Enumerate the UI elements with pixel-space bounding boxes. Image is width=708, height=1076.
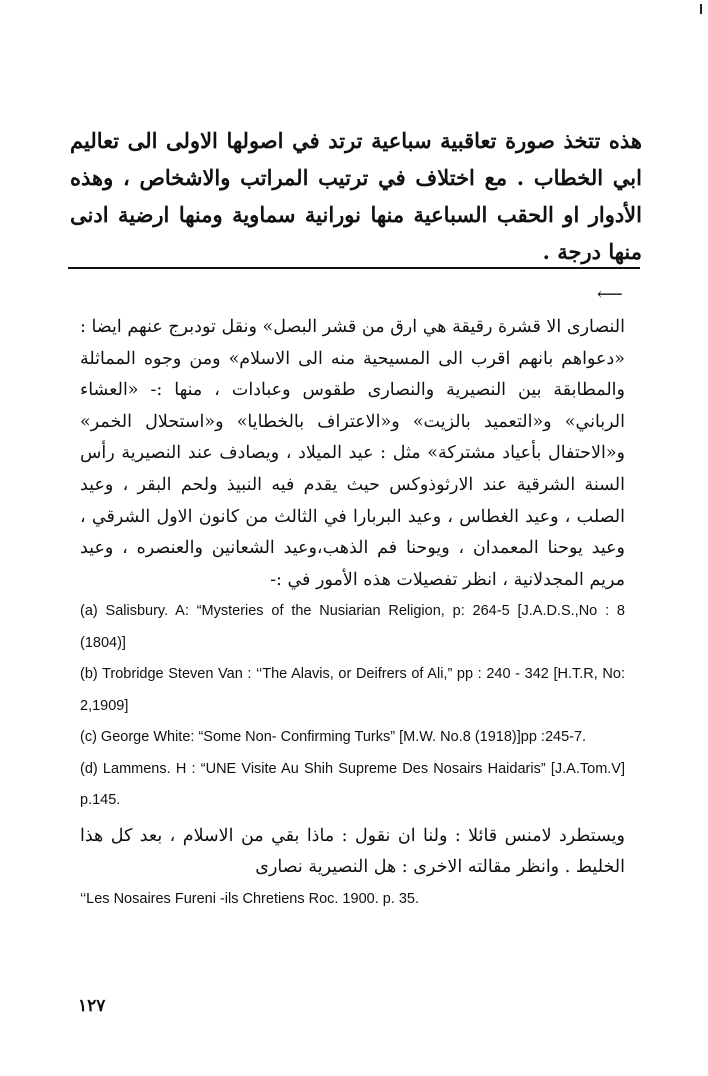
page-edge-mark [700, 4, 702, 14]
reference-c: (c) George White: “Some Non- Confirming Turks” [M.W. No.8 (1918)]pp :245-7. [80, 729, 587, 746]
continuation-arrow-icon: ⟵ [597, 284, 623, 305]
footnote-arabic-2: ويستطرد لامنس قائلا : ولنا ان نقول : ماذا بقي من الاسلام ، بعد كل هذا الخليط . وانظر مقالته الاخرى : هل النصيرية نصارى [80, 825, 625, 878]
reference-d: (d) Lammens. H : “UNE Visite Au Shih Supreme Des Nosairs Haidaris” [J.A.Tom.V] p.145. [80, 760, 625, 809]
reference-final: ‘‘Les Nosaires Fureni -ils Chretiens Roc. 1900. p. 35. [80, 891, 420, 908]
footnote-separator [68, 267, 640, 269]
main-paragraph: هذه تتخذ صورة تعاقبية سباعية ترتد في اصولها الاولى الى تعاليم ابي الخطاب . مع اختلاف في ترتيب المراتب والاشخاص ، وهذه الأدوار او الحقب السباعية منها نورانية سماوية ومنها ارضية ادنى منها درجة . [70, 128, 642, 264]
footnote-arabic-1: النصارى الا قشرة رقيقة هي ارق من قشر البصل» ونقل تودبرج عنهم ايضا : «دعواهم بانهم اقرب الى المسيحية منه الى الاسلام» ومن وجوه المماثلة والمطابقة بين النصيرية والنصارى طقوس وعبادات ، منها :- «العشاء الرباني» و«التعميد بالزيت» و«الاعتراف بالخطايا» و«استحلال الخمر» و«الاحتفال بأعياد مشتركة» مثل : عيد الميلاد ، ويصادف عند النصيرية رأس السنة الشرقية عند الارثوذوكس حيث يقدم فيه النبيذ ولحم البقر ، وعيد الصلب ، وعيد الغطاس ، وعيد البربارا في الثالث من كانون الاول الشرقي ، وعيد يوحنا المعمدان ، ويوحنا فم الذهب،وعيد الشعانين والعنصره ، وعيد مريم المجدلانية ، انظر تفصيلات هذه الأمور في :- [80, 317, 625, 590]
reference-a: (a) Salisbury. A: “Mysteries of the Nusiarian Religion, p: 264-5 [J.A.D.S.,No : 8 (1804)] [80, 603, 625, 651]
main-text-block [70, 122, 642, 270]
footnotes [80, 312, 625, 916]
page-number: ١٢٧ [78, 996, 106, 1016]
reference-b: (b) Trobridge Steven Van : ‘‘The Alavis, or Deifrers of Ali,” pp : 240 - 342 [H.T.R, No: 2,1909] [80, 666, 625, 714]
